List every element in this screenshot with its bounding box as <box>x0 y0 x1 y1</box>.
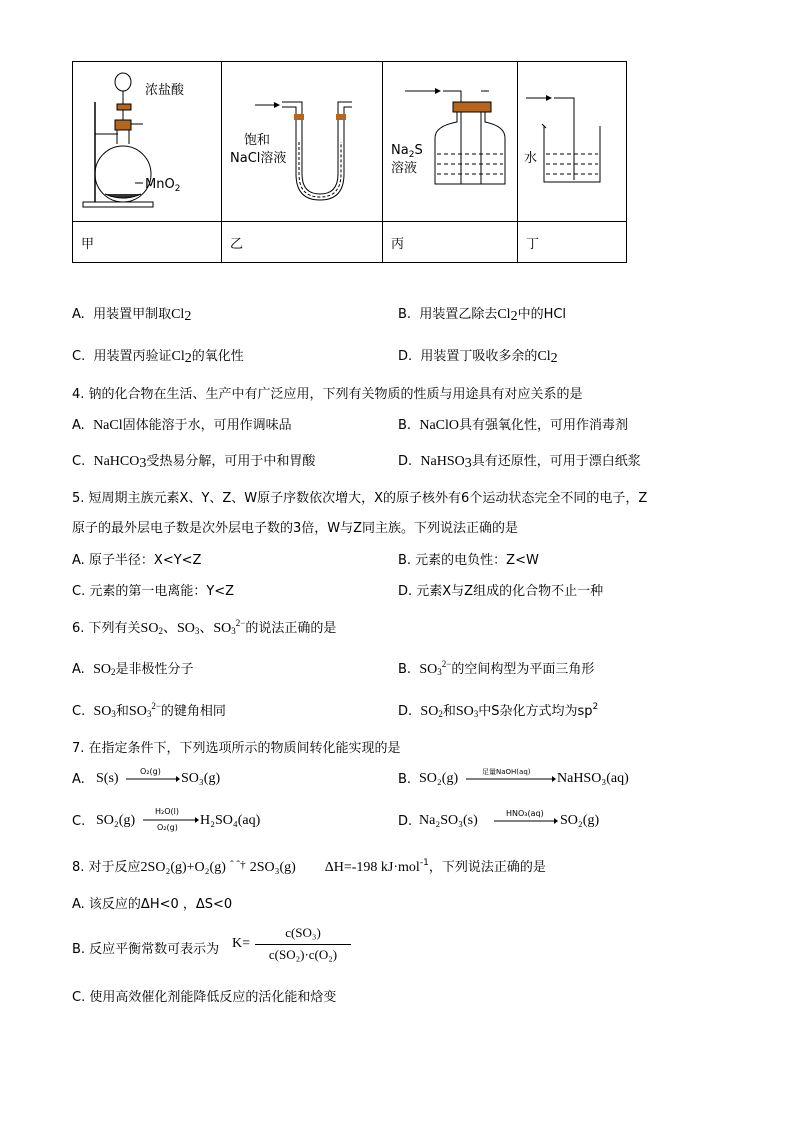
q7-c-arrow-icon <box>143 806 199 834</box>
ding-reagent: 水 <box>524 151 538 166</box>
apparatus-bing-diagram <box>383 62 517 216</box>
q4-option-b: B. NaClO具有强氧化性，可用作消毒剂 <box>398 418 629 433</box>
apparatus-ding-cell <box>518 62 627 222</box>
q7-b-reactant: SO₂(g) <box>419 771 459 786</box>
svg-text:O₂(g): O₂(g) <box>157 823 178 832</box>
q3-option-c: C. 用装置丙验证Cl2的氧化性 <box>72 349 244 366</box>
q7-d-arrow-icon <box>494 808 558 828</box>
q8-option-b-denominator: c(SO₂)·c(O₂) <box>268 947 338 962</box>
q4-option-c: C. NaHCO3受热易分解，可用于中和胃酸 <box>72 454 316 471</box>
q8-stem: 8. 对于反应2SO₂(g)+O₂(g) $^{ˆ ˆ\dagger}$ 2SO₃(g) ΔH=-198 kJ·mol$^{-1}$，下列说法正确的是 <box>72 858 546 875</box>
bing-reagent-line2: 溶液 <box>391 161 418 176</box>
yi-reagent-line1: 饱和 <box>244 133 271 148</box>
svg-text:H₂O(l): H₂O(l) <box>155 807 179 816</box>
q7-c-product: H₂SO₄(aq) <box>200 813 261 828</box>
q5-option-b: B. 元素的电负性：Z<W <box>398 553 539 568</box>
q7-option-a: A. <box>72 772 85 787</box>
q5-option-d: D. 元素X与Z组成的化合物不止一种 <box>398 584 604 599</box>
apparatus-bing-cell <box>383 62 518 222</box>
q7-b-product: NaHSO₃(aq) <box>557 771 629 786</box>
jia-reagent-bottom: MnO$_2$ <box>145 177 181 194</box>
svg-text:O₂(g): O₂(g) <box>140 767 161 776</box>
jia-reagent-top: 浓盐酸 <box>145 83 185 98</box>
apparatus-table <box>72 61 627 263</box>
q7-a-product: SO₃(g) <box>181 771 221 786</box>
q7-a-reactant: S(s) <box>96 771 119 786</box>
svg-text:足量NaOH(aq): 足量NaOH(aq) <box>482 768 531 776</box>
label-jia: 甲 <box>73 222 222 263</box>
yi-reagent-line2: NaCl溶液 <box>230 151 287 166</box>
q6-option-d: D. $SO_2$和$SO_3$中S杂化方式均为$sp^2$ <box>398 702 599 719</box>
q7-a-arrow-icon <box>126 766 180 786</box>
label-ding: 丁 <box>518 222 627 263</box>
q4-option-a: A. NaCl固体能溶于水，可用作调味品 <box>72 418 292 433</box>
q7-option-d: D. <box>398 814 413 829</box>
label-yi: 乙 <box>222 222 383 263</box>
q7-d-reactant: Na₂SO₃(s) <box>419 813 478 828</box>
q3-option-a: A. 用装置甲制取Cl2 <box>72 307 192 324</box>
q8-option-b-k: K= <box>232 936 251 951</box>
bing-reagent-line1: $Na_2S$ <box>391 143 423 160</box>
apparatus-jia-diagram <box>73 62 221 216</box>
q5-stem-line1: 5. 短周期主族元素X、Y、Z、W原子序数依次增大，X的原子核外有6个运动状态完全不同的电子，Z <box>72 491 648 506</box>
q6-option-b: B. $SO_3^{2-}$的空间构型为平面三角形 <box>398 659 595 677</box>
q8-option-a: A. 该反应的ΔH<0 ，ΔS<0 <box>72 897 233 912</box>
q7-c-reactant: SO₂(g) <box>96 813 136 828</box>
q6-option-a: A. $SO_2$是非极性分子 <box>72 662 194 677</box>
q6-stem: 6. 下列有关$SO_2$、$SO_3$、$SO_3^{2-}$的说法正确的是 <box>72 618 337 636</box>
q5-stem-line2: 原子的最外层电子数是次外层电子数的3倍，W与Z同主族。下列说法正确的是 <box>72 521 519 536</box>
apparatus-yi-diagram <box>222 62 382 216</box>
q8-option-b-numerator: c(SO₃) <box>285 925 321 940</box>
q4-stem: 4. 钠的化合物在生活、生产中有广泛应用，下列有关物质的性质与用途具有对应关系的是 <box>72 387 583 402</box>
q7-option-c: C. <box>72 814 86 829</box>
q7-b-arrow-icon <box>466 766 556 786</box>
q8-option-b-prefix: B. 反应平衡常数可表示为 <box>72 942 220 957</box>
q3-option-d: D. 用装置丁吸收多余的Cl2 <box>398 349 558 366</box>
q8-fraction-bar <box>255 944 351 945</box>
label-bing: 丙 <box>383 222 518 263</box>
q5-option-c: C. 元素的第一电离能：Y<Z <box>72 584 235 599</box>
q4-option-d: D. NaHSO3具有还原性，可用于漂白纸浆 <box>398 454 641 471</box>
q7-stem: 7. 在指定条件下，下列选项所示的物质间转化能实现的是 <box>72 741 401 756</box>
svg-text:HNO₃(aq): HNO₃(aq) <box>506 809 544 818</box>
q7-option-b: B. <box>398 772 412 787</box>
q7-d-product: SO₂(g) <box>560 813 600 828</box>
apparatus-ding-diagram <box>518 62 626 216</box>
q5-option-a: A. 原子半径：X<Y<Z <box>72 553 202 568</box>
apparatus-jia-cell <box>73 62 222 222</box>
q8-option-c: C. 使用高效催化剂能降低反应的活化能和焓变 <box>72 990 337 1005</box>
apparatus-yi-cell <box>222 62 383 222</box>
q3-option-b: B. 用装置乙除去Cl2中的HCl <box>398 307 567 324</box>
q6-option-c: C. $SO_3$和$SO_3^{2-}$的键角相同 <box>72 701 226 719</box>
